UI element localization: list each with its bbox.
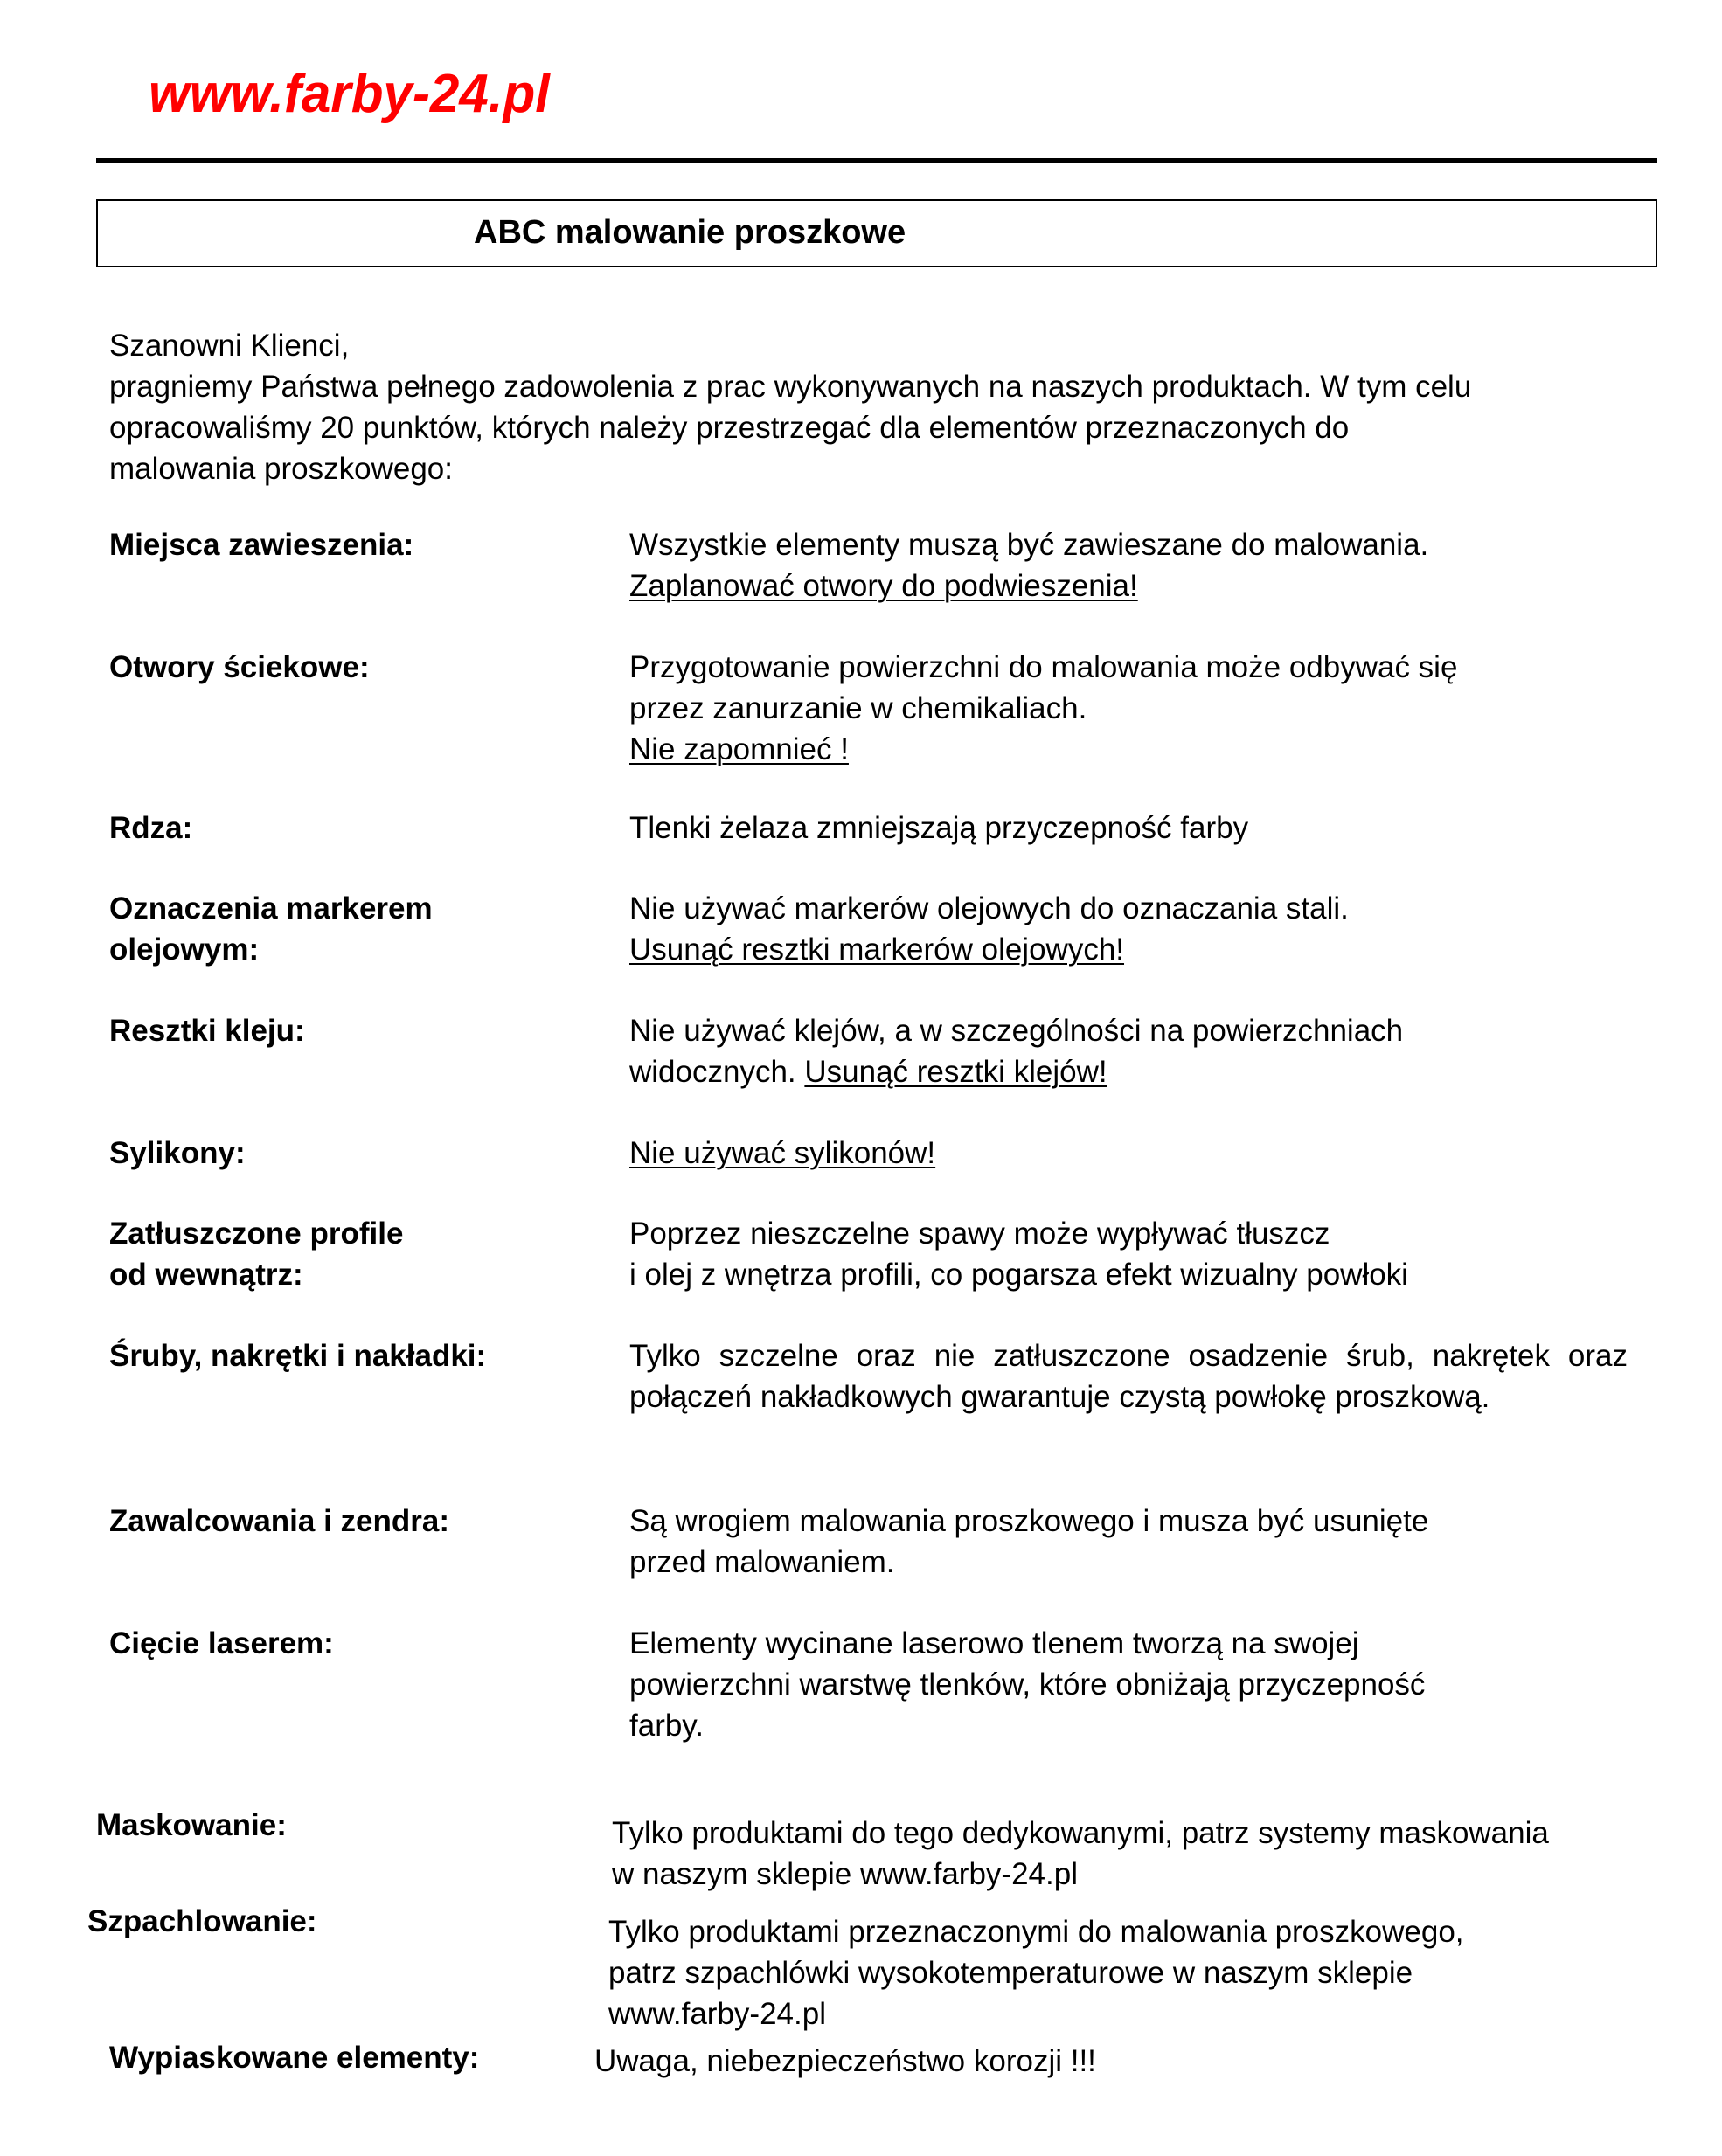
item-description: Tlenki żelaza zmniejszają przyczepność farby <box>629 811 1249 845</box>
item-description: Wszystkie elementy muszą być zawieszane do malowania. Zaplanować otwory do podwieszenia! <box>629 528 1429 603</box>
item-label: Resztki kleju: <box>109 1014 305 1048</box>
item-description: Tylko produktami do tego dedykowanymi, patrz systemy maskowania w naszym sklepie www.farby-24.pl <box>612 1816 1549 1891</box>
item-description: Tylko szczelne oraz nie zatłuszczone osadzenie śrub, nakrętek oraz połączeń nakładkowych gwarantuje czystą powłokę proszkową. <box>629 1339 1628 1414</box>
item-label: Maskowanie: <box>96 1808 287 1842</box>
item-label: Sylikony: <box>109 1136 246 1170</box>
item-label: Zatłuszczone profile od wewnątrz: <box>109 1217 404 1292</box>
item-description: Elementy wycinane laserowo tlenem tworzą na swojej powierzchni warstwę tlenków, które obniżają przyczepność farby. <box>629 1626 1426 1743</box>
item-description: Uwaga, niebezpieczeństwo korozji !!! <box>594 2044 1096 2078</box>
site-logo: www.farby-24.pl <box>149 64 550 124</box>
item-label: Zawalcowania i zendra: <box>109 1504 449 1538</box>
item-description: Tylko produktami przeznaczonymi do malowania proszkowego, patrz szpachlówki wysokotemperaturowe w naszym sklepie www.farby-24.pl <box>608 1915 1464 2031</box>
item-label: Oznaczenia markerem olejowym: <box>109 891 433 967</box>
item-description: Nie używać markerów olejowych do oznaczania stali. Usunąć resztki markerów olejowych! <box>629 891 1349 967</box>
intro-line: malowania proszkowego: <box>109 452 453 486</box>
item-label: Miejsca zawieszenia: <box>109 528 414 562</box>
intro-line: opracowaliśmy 20 punktów, których należy przestrzegać dla elementów przeznaczonych do <box>109 411 1350 445</box>
item-description: Poprzez nieszczelne spawy może wypływać tłuszcz i olej z wnętrza profili, co pogarsza efekt wizualny powłoki <box>629 1217 1408 1292</box>
item-label: Wypiaskowane elementy: <box>109 2041 480 2075</box>
item-label: Rdza: <box>109 811 193 845</box>
item-description: Są wrogiem malowania proszkowego i musza być usunięte przed malowaniem. <box>629 1504 1429 1579</box>
item-description: Przygotowanie powierzchni do malowania może odbywać się przez zanurzanie w chemikaliach. Nie zapomnieć ! <box>629 650 1458 766</box>
intro-greeting: Szanowni Klienci, <box>109 329 350 363</box>
item-label: Szpachlowanie: <box>87 1904 317 1938</box>
item-label: Śruby, nakrętki i nakładki: <box>109 1339 487 1373</box>
header-divider <box>96 158 1657 163</box>
item-label: Cięcie laserem: <box>109 1626 334 1660</box>
item-description: Nie używać sylikonów! <box>629 1136 936 1170</box>
intro-section <box>109 325 1683 489</box>
title-box <box>96 199 1657 267</box>
item-description: Nie używać klejów, a w szczególności na powierzchniach widocznych. Usunąć resztki klejów! <box>629 1014 1404 1089</box>
page-title: ABC malowanie proszkowe <box>474 214 906 251</box>
item-label: Otwory ściekowe: <box>109 650 370 684</box>
intro-line: pragniemy Państwa pełnego zadowolenia z prac wykonywanych na naszych produktach. W tym celu <box>109 370 1472 404</box>
